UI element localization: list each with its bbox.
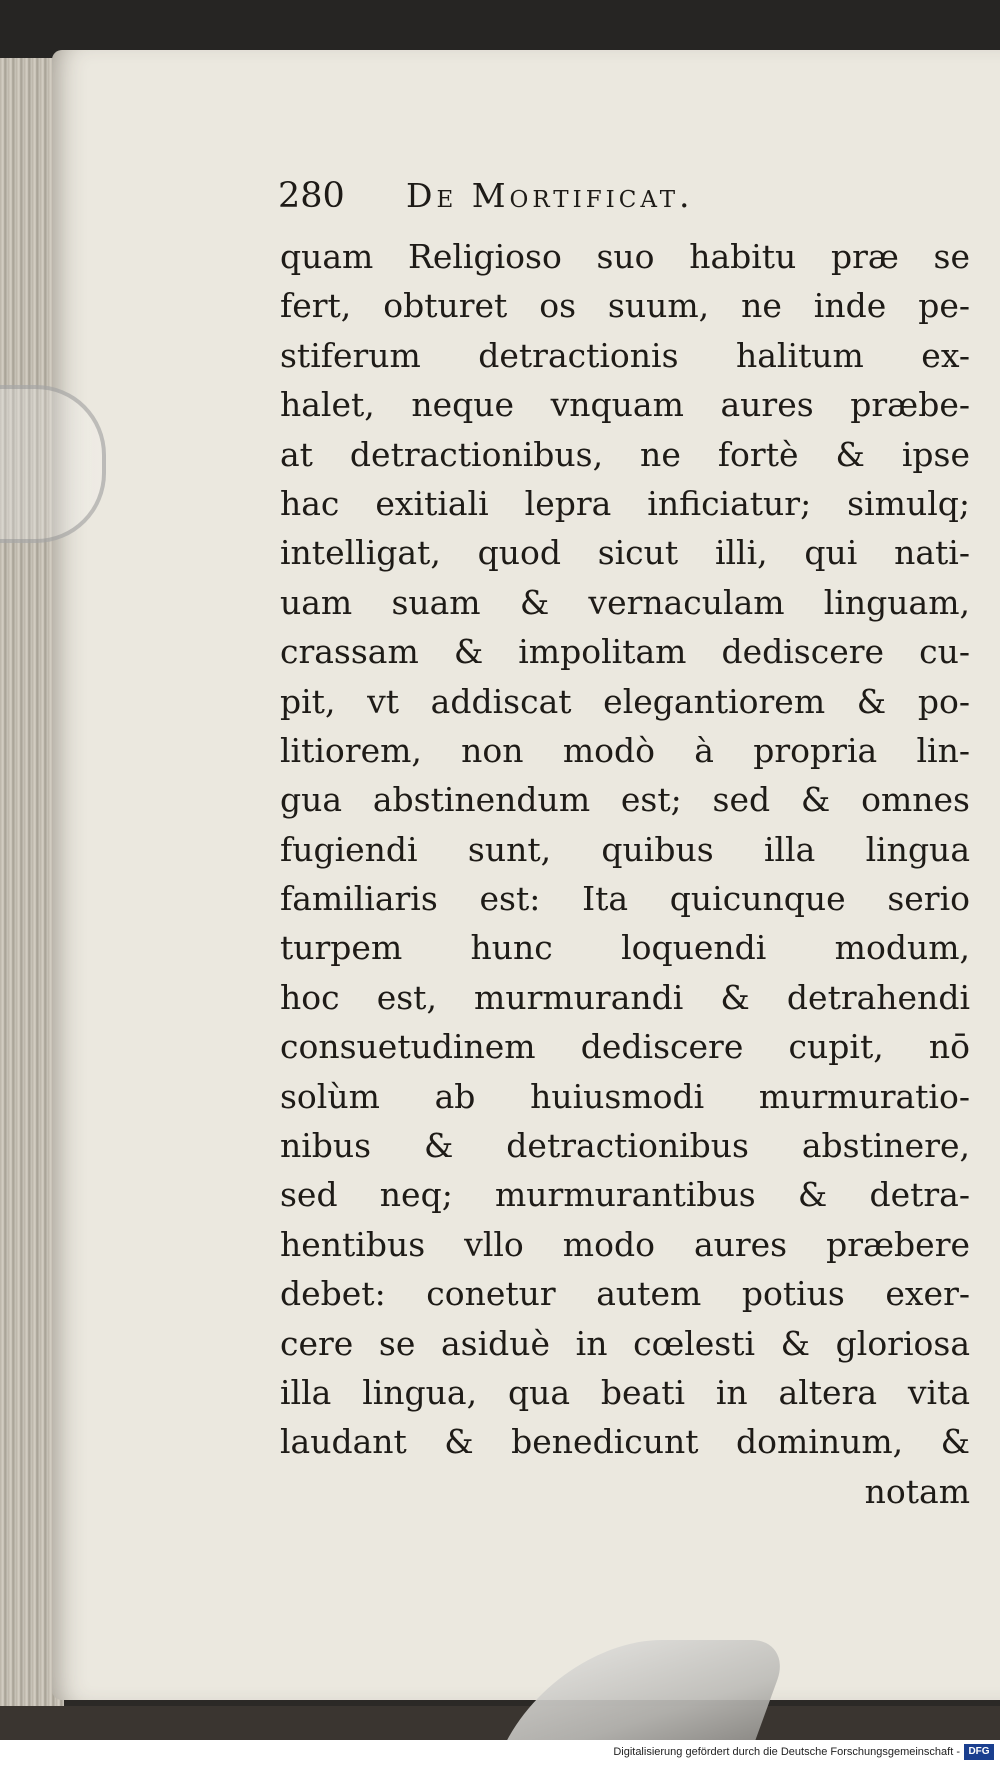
text-line: laudant & benedicunt dominum, & <box>280 1422 970 1462</box>
text-line: fugiendi sunt, quibus illa lingua <box>280 829 970 869</box>
text-line: turpem hunc loquendi modum, <box>280 928 970 968</box>
text-line: hentibus vllo modo aures præbere <box>280 1224 970 1264</box>
scan-background-bottom <box>0 1706 1000 1740</box>
text-line: stiferum detractionis halitum ex- <box>280 335 970 375</box>
page-number: 280 <box>278 176 345 216</box>
text-line: nibus & detractionibus abstinere, <box>280 1126 970 1166</box>
text-line: pit, vt addiscat elegantiorem & po- <box>280 681 970 721</box>
text-line: hoc est, murmurandi & detrahendi <box>280 977 970 1017</box>
running-head: De Mortificat. <box>406 176 694 215</box>
text-line: halet, neque vnquam aures præbe- <box>280 385 970 425</box>
text-line: quam Religioso suo habitu præ se <box>280 237 970 276</box>
page-header <box>278 172 978 222</box>
text-line: illa lingua, qua beati in altera vita <box>280 1372 970 1412</box>
text-line: uam suam & vernaculam linguam, <box>280 582 970 622</box>
text-line: at detractionibus, ne fortè & ipse <box>280 434 970 474</box>
footer-credit: Digitalisierung gefördert durch die Deutsche Forschungsgemeinschaft - <box>613 1746 960 1758</box>
text-line: cere se asiduè in cœlesti & gloriosa <box>280 1323 970 1363</box>
text-line: crassam & impolitam dediscere cu- <box>280 632 970 672</box>
text-line: consuetudinem dediscere cupit, nō <box>280 1027 970 1067</box>
text-line: hac exitiali lepra inficiatur; simulq; <box>280 483 970 523</box>
text-line: intelligat, quod sicut illi, qui nati- <box>280 533 970 573</box>
text-line: solùm ab huiusmodi murmuratio- <box>280 1076 970 1116</box>
text-line: sed neq; murmurantibus & detra- <box>280 1175 970 1215</box>
catchword: notam <box>864 1471 970 1511</box>
text-line: familiaris est: Ita quicunque serio <box>280 879 970 919</box>
text-line: gua abstinendum est; sed & omnes <box>280 780 970 820</box>
text-line: debet: conetur autem potius exer- <box>280 1274 970 1314</box>
text-line: litiorem, non modò à propria lin- <box>280 730 970 770</box>
text-line: fert, obturet os suum, ne inde pe- <box>280 286 970 326</box>
dfg-logo: DFG <box>964 1744 994 1760</box>
body-text <box>280 232 970 1516</box>
